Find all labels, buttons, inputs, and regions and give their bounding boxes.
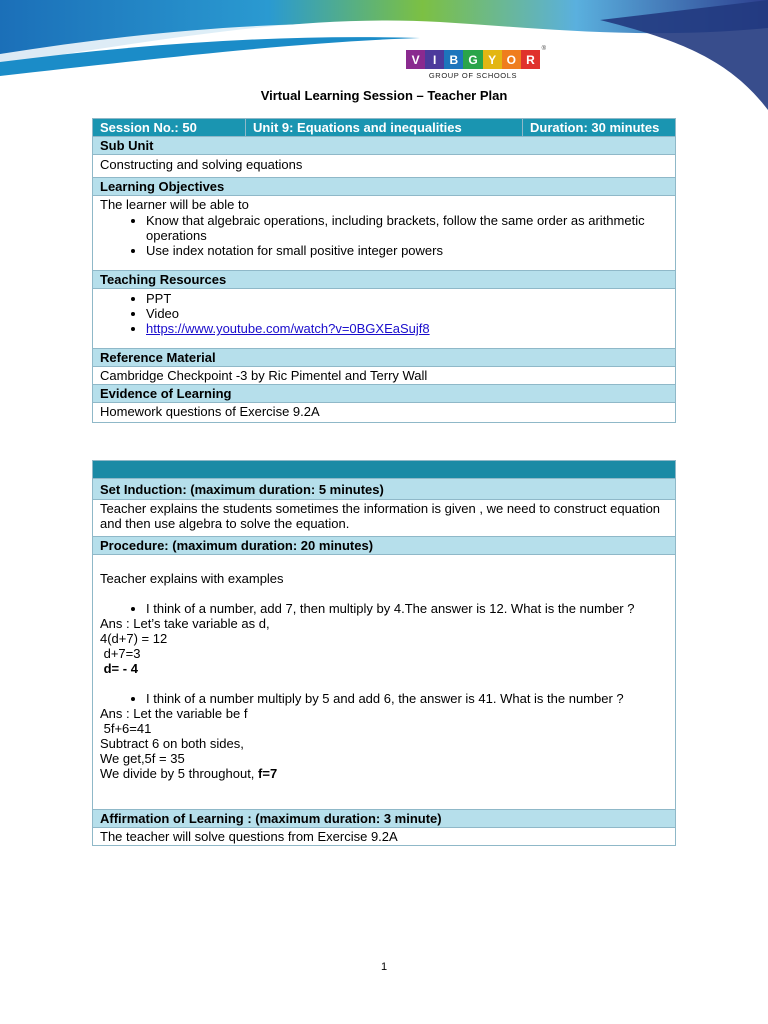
example-2-final-text: We divide by 5 throughout,: [100, 766, 259, 781]
unit-title: Unit 9: Equations and inequalities: [246, 119, 523, 137]
example-2-step: Ans : Let the variable be f: [100, 706, 248, 721]
example-2-question: • I think of a number multiply by 5 and add 6, the answer is 41. What is the number ?: [146, 691, 668, 706]
procedure-cell: [93, 555, 676, 810]
lesson-flow-table: [92, 460, 676, 846]
logo-letters: [406, 50, 540, 69]
example-2-final: [100, 766, 668, 781]
objectives-intro: The learner will be able to: [100, 197, 249, 212]
objective-item: • Know that algebraic operations, including brackets, follow the same order as arithmetic operations: [146, 213, 668, 243]
example-1-step: Ans : Let’s take variable as d,: [100, 616, 270, 631]
set-induction-text: Teacher explains the students sometimes the information is given , we need to construct equation and then use algebra to solve the equation.: [93, 500, 676, 537]
example-2-step: We get,5f = 35: [100, 751, 185, 766]
evidence-value: Homework questions of Exercise 9.2A: [93, 403, 676, 423]
resources-heading: Teaching Resources: [93, 271, 676, 289]
document-title: Virtual Learning Session – Teacher Plan: [260, 88, 508, 103]
logo-letter: Y: [483, 50, 502, 69]
procedure-heading: Procedure: (maximum duration: 20 minutes): [93, 537, 676, 555]
logo-letter: B: [444, 50, 463, 69]
sub-unit-value: Constructing and solving equations: [93, 155, 676, 178]
resources-list: [100, 291, 668, 336]
evidence-heading: Evidence of Learning: [93, 385, 676, 403]
example-2-step: 5f+6=41: [100, 721, 152, 736]
logo-letter: R: [521, 50, 540, 69]
resource-item: • Video: [146, 306, 668, 321]
reference-value: Cambridge Checkpoint -3 by Ric Pimentel and Terry Wall: [93, 367, 676, 385]
example-1-list: [100, 601, 668, 616]
affirmation-text: The teacher will solve questions from Exercise 9.2A: [93, 828, 676, 846]
set-induction-heading: Set Induction: (maximum duration: 5 minutes): [93, 479, 676, 500]
sub-unit-heading: Sub Unit: [93, 137, 676, 155]
lesson-header-bar: [93, 461, 676, 479]
example-1-step: 4(d+7) = 12: [100, 631, 168, 646]
procedure-intro: Teacher explains with examples: [100, 571, 284, 586]
example-1-step: d+7=3: [100, 646, 141, 661]
logo-registered-mark: ®: [541, 46, 546, 52]
logo-letter: G: [463, 50, 482, 69]
example-2-step: Subtract 6 on both sides,: [100, 736, 244, 751]
example-2-list: [100, 691, 668, 706]
session-duration: Duration: 30 minutes: [523, 119, 676, 137]
affirmation-heading: Affirmation of Learning : (maximum duration: 3 minute): [93, 810, 676, 828]
objectives-cell: [93, 196, 676, 271]
reference-heading: Reference Material: [93, 349, 676, 367]
page-number: 1: [380, 961, 388, 973]
logo-letter: V: [406, 50, 425, 69]
objective-item: • Use index notation for small positive integer powers: [146, 243, 668, 258]
logo-letter: I: [425, 50, 444, 69]
session-number: Session No.: 50: [93, 119, 246, 137]
example-1-question: • I think of a number, add 7, then multiply by 4.The answer is 12. What is the number ?: [146, 601, 668, 616]
resources-cell: [93, 289, 676, 349]
objectives-heading: Learning Objectives: [93, 178, 676, 196]
example-2-answer: f=7: [258, 766, 278, 781]
session-header-row: [93, 119, 676, 137]
vibgyor-logo: [406, 46, 546, 80]
youtube-link[interactable]: https://www.youtube.com/watch?v=0BGXEaSujf8: [146, 321, 430, 336]
logo-letter: O: [502, 50, 521, 69]
resource-item: [146, 321, 668, 336]
example-1-answer: d= - 4: [100, 661, 138, 676]
session-plan-table: [92, 118, 676, 423]
logo-subtitle: GROUP OF SCHOOLS: [428, 71, 518, 80]
objectives-list: [100, 213, 668, 258]
resource-item: • PPT: [146, 291, 668, 306]
